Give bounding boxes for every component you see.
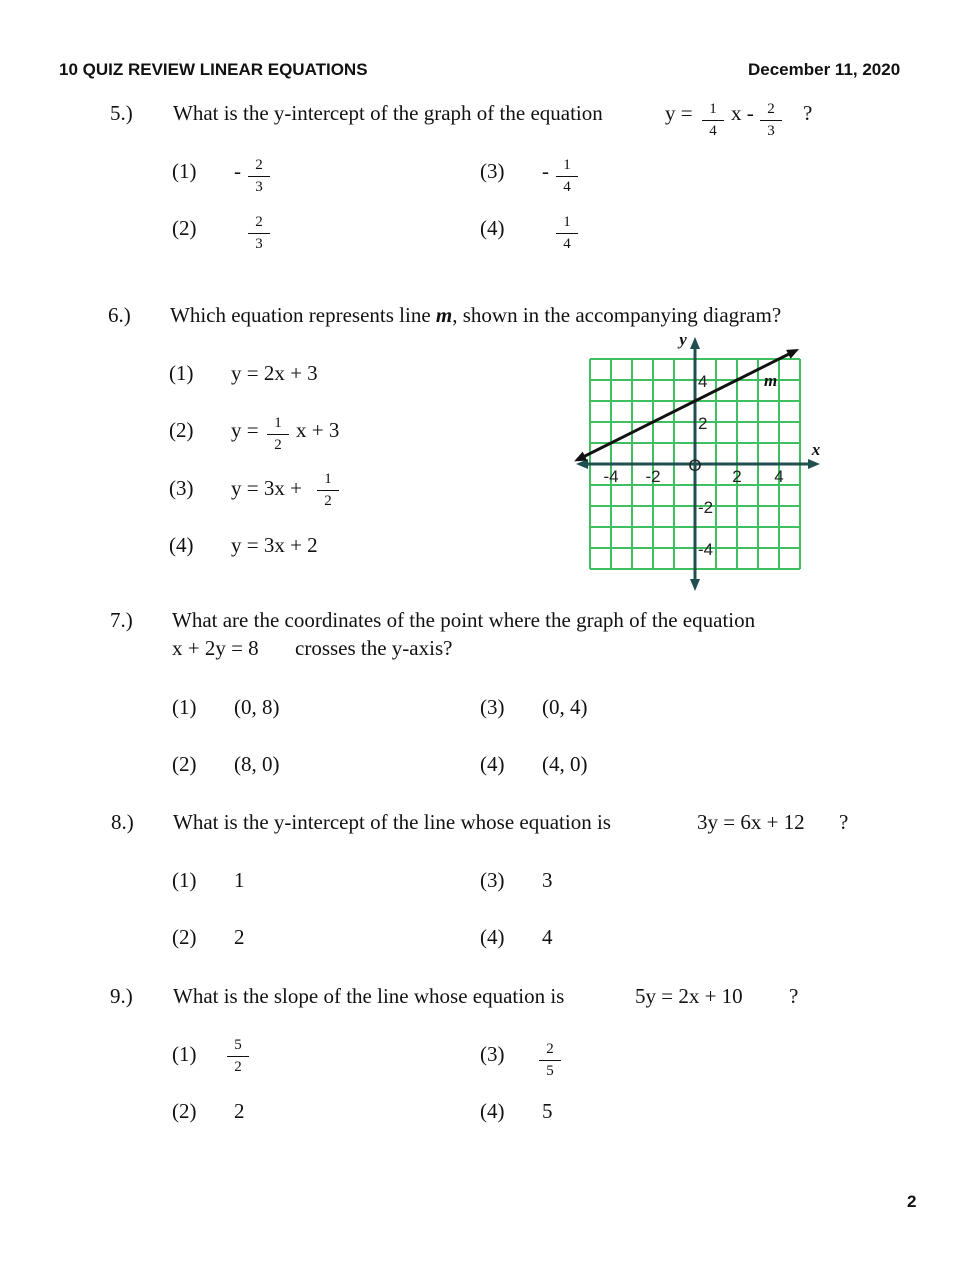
question-text: What is the y-intercept of the line whose equation is — [173, 810, 611, 834]
choice-label: (3) — [480, 868, 505, 892]
choice-text: 2 — [234, 1099, 245, 1123]
denominator: 4 — [709, 123, 717, 139]
y-tick-label: -2 — [698, 498, 714, 517]
question-number: 7.) — [110, 608, 133, 632]
x-tick-label: 4 — [774, 467, 784, 486]
fraction — [227, 1038, 249, 1075]
equation-y: y = — [665, 101, 693, 125]
graph-svg — [570, 330, 821, 586]
choice-text: (4, 0) — [542, 752, 588, 776]
choice-label: (4) — [480, 925, 505, 949]
line-m-label: m — [763, 370, 778, 390]
choice-text: 5 — [542, 1099, 553, 1123]
x-tick-label: -2 — [645, 467, 661, 486]
choice-text: 2 — [234, 925, 245, 949]
choice-label: (3) — [480, 159, 505, 183]
choice-label: (1) — [172, 159, 197, 183]
fraction — [267, 416, 289, 453]
fraction — [317, 472, 339, 509]
denominator: 4 — [563, 236, 571, 252]
choice-text: 4 — [542, 925, 553, 949]
line-name: m — [435, 303, 453, 327]
question-mark: ? — [789, 984, 799, 1008]
question-text-after: , shown in the accompanying diagram? — [452, 303, 782, 327]
choice-label: (1) — [172, 1042, 197, 1066]
y-tick-label: 2 — [698, 414, 708, 433]
choice-label: (4) — [480, 216, 505, 240]
numerator: 1 — [556, 158, 578, 177]
fraction — [539, 1042, 561, 1079]
choice-label: (2) — [172, 216, 197, 240]
choice-sign: - — [234, 159, 241, 183]
denominator: 2 — [274, 437, 282, 453]
fraction — [248, 215, 270, 252]
coordinate-graph — [570, 330, 821, 586]
numerator: 2 — [760, 102, 782, 121]
x-tick-label: 2 — [732, 467, 742, 486]
choice-sign: - — [542, 159, 549, 183]
question-text-before: Which equation represents line — [170, 303, 431, 327]
choice-text: 1 — [234, 868, 245, 892]
question-mark: ? — [803, 101, 813, 125]
x-axis-arrow-right — [808, 459, 820, 469]
choice-text-post: x + 3 — [296, 418, 340, 442]
choice-text: (8, 0) — [234, 752, 280, 776]
choice-text: y = 3x + 2 — [231, 533, 318, 557]
x-tick-label: -4 — [603, 467, 619, 486]
question-text-line1: What are the coordinates of the point where the graph of the equation — [172, 608, 756, 632]
choice-label: (3) — [169, 476, 194, 500]
fraction — [760, 102, 782, 139]
choice-label: (1) — [172, 868, 197, 892]
denominator: 3 — [767, 123, 775, 139]
equation-x-minus: x - — [731, 101, 754, 125]
choice-text-pre: y = 3x + — [231, 476, 302, 500]
denominator: 3 — [255, 179, 263, 195]
y-axis-label: y — [679, 330, 687, 349]
question-mark: ? — [839, 810, 849, 834]
question-equation: 5y = 2x + 10 — [635, 984, 743, 1008]
question-number: 6.) — [108, 303, 131, 327]
denominator: 3 — [255, 236, 263, 252]
fraction — [702, 102, 724, 139]
choice-label: (4) — [169, 533, 194, 557]
choice-label: (3) — [480, 695, 505, 719]
numerator: 2 — [248, 215, 270, 234]
numerator: 2 — [248, 158, 270, 177]
question-number: 8.) — [111, 810, 134, 834]
question-number: 5.) — [110, 101, 133, 125]
choice-label: (1) — [172, 695, 197, 719]
fraction — [556, 215, 578, 252]
numerator: 1 — [317, 472, 339, 491]
denominator: 2 — [234, 1059, 242, 1075]
question-equation: x + 2y = 8 — [172, 636, 259, 660]
choice-label: (2) — [172, 1099, 197, 1123]
y-axis-arrow-up — [690, 337, 700, 349]
fraction — [248, 158, 270, 195]
question-number: 9.) — [110, 984, 133, 1008]
document-title: 10 QUIZ REVIEW LINEAR EQUATIONS — [59, 60, 368, 79]
origin-label: O — [688, 456, 702, 475]
choice-label: (3) — [480, 1042, 505, 1066]
y-axis-arrow-down — [690, 579, 700, 591]
choice-label: (2) — [169, 418, 194, 442]
choice-label: (1) — [169, 361, 194, 385]
numerator: 5 — [227, 1038, 249, 1057]
denominator: 2 — [324, 493, 332, 509]
choice-label: (4) — [480, 752, 505, 776]
question-text-line2: crosses the y-axis? — [295, 636, 453, 660]
y-tick-label: -4 — [698, 540, 714, 559]
denominator: 5 — [546, 1063, 554, 1079]
fraction — [556, 158, 578, 195]
question-equation: 3y = 6x + 12 — [697, 810, 805, 834]
question-text: What is the y-intercept of the graph of the equation — [173, 101, 603, 125]
choice-text-pre: y = — [231, 418, 259, 442]
document-date: December 11, 2020 — [748, 60, 901, 79]
choice-text: y = 2x + 3 — [231, 361, 318, 385]
y-tick-label: 4 — [698, 372, 708, 391]
x-axis-label: x — [811, 440, 821, 459]
choice-label: (2) — [172, 925, 197, 949]
numerator: 1 — [267, 416, 289, 435]
choice-label: (4) — [480, 1099, 505, 1123]
choice-label: (2) — [172, 752, 197, 776]
numerator: 1 — [702, 102, 724, 121]
numerator: 2 — [539, 1042, 561, 1061]
choice-text: 3 — [542, 868, 553, 892]
page-number: 2 — [907, 1192, 917, 1211]
choice-text: (0, 8) — [234, 695, 280, 719]
denominator: 4 — [563, 179, 571, 195]
numerator: 1 — [556, 215, 578, 234]
choice-text: (0, 4) — [542, 695, 588, 719]
question-text — [170, 303, 781, 328]
question-text: What is the slope of the line whose equation is — [173, 984, 565, 1008]
